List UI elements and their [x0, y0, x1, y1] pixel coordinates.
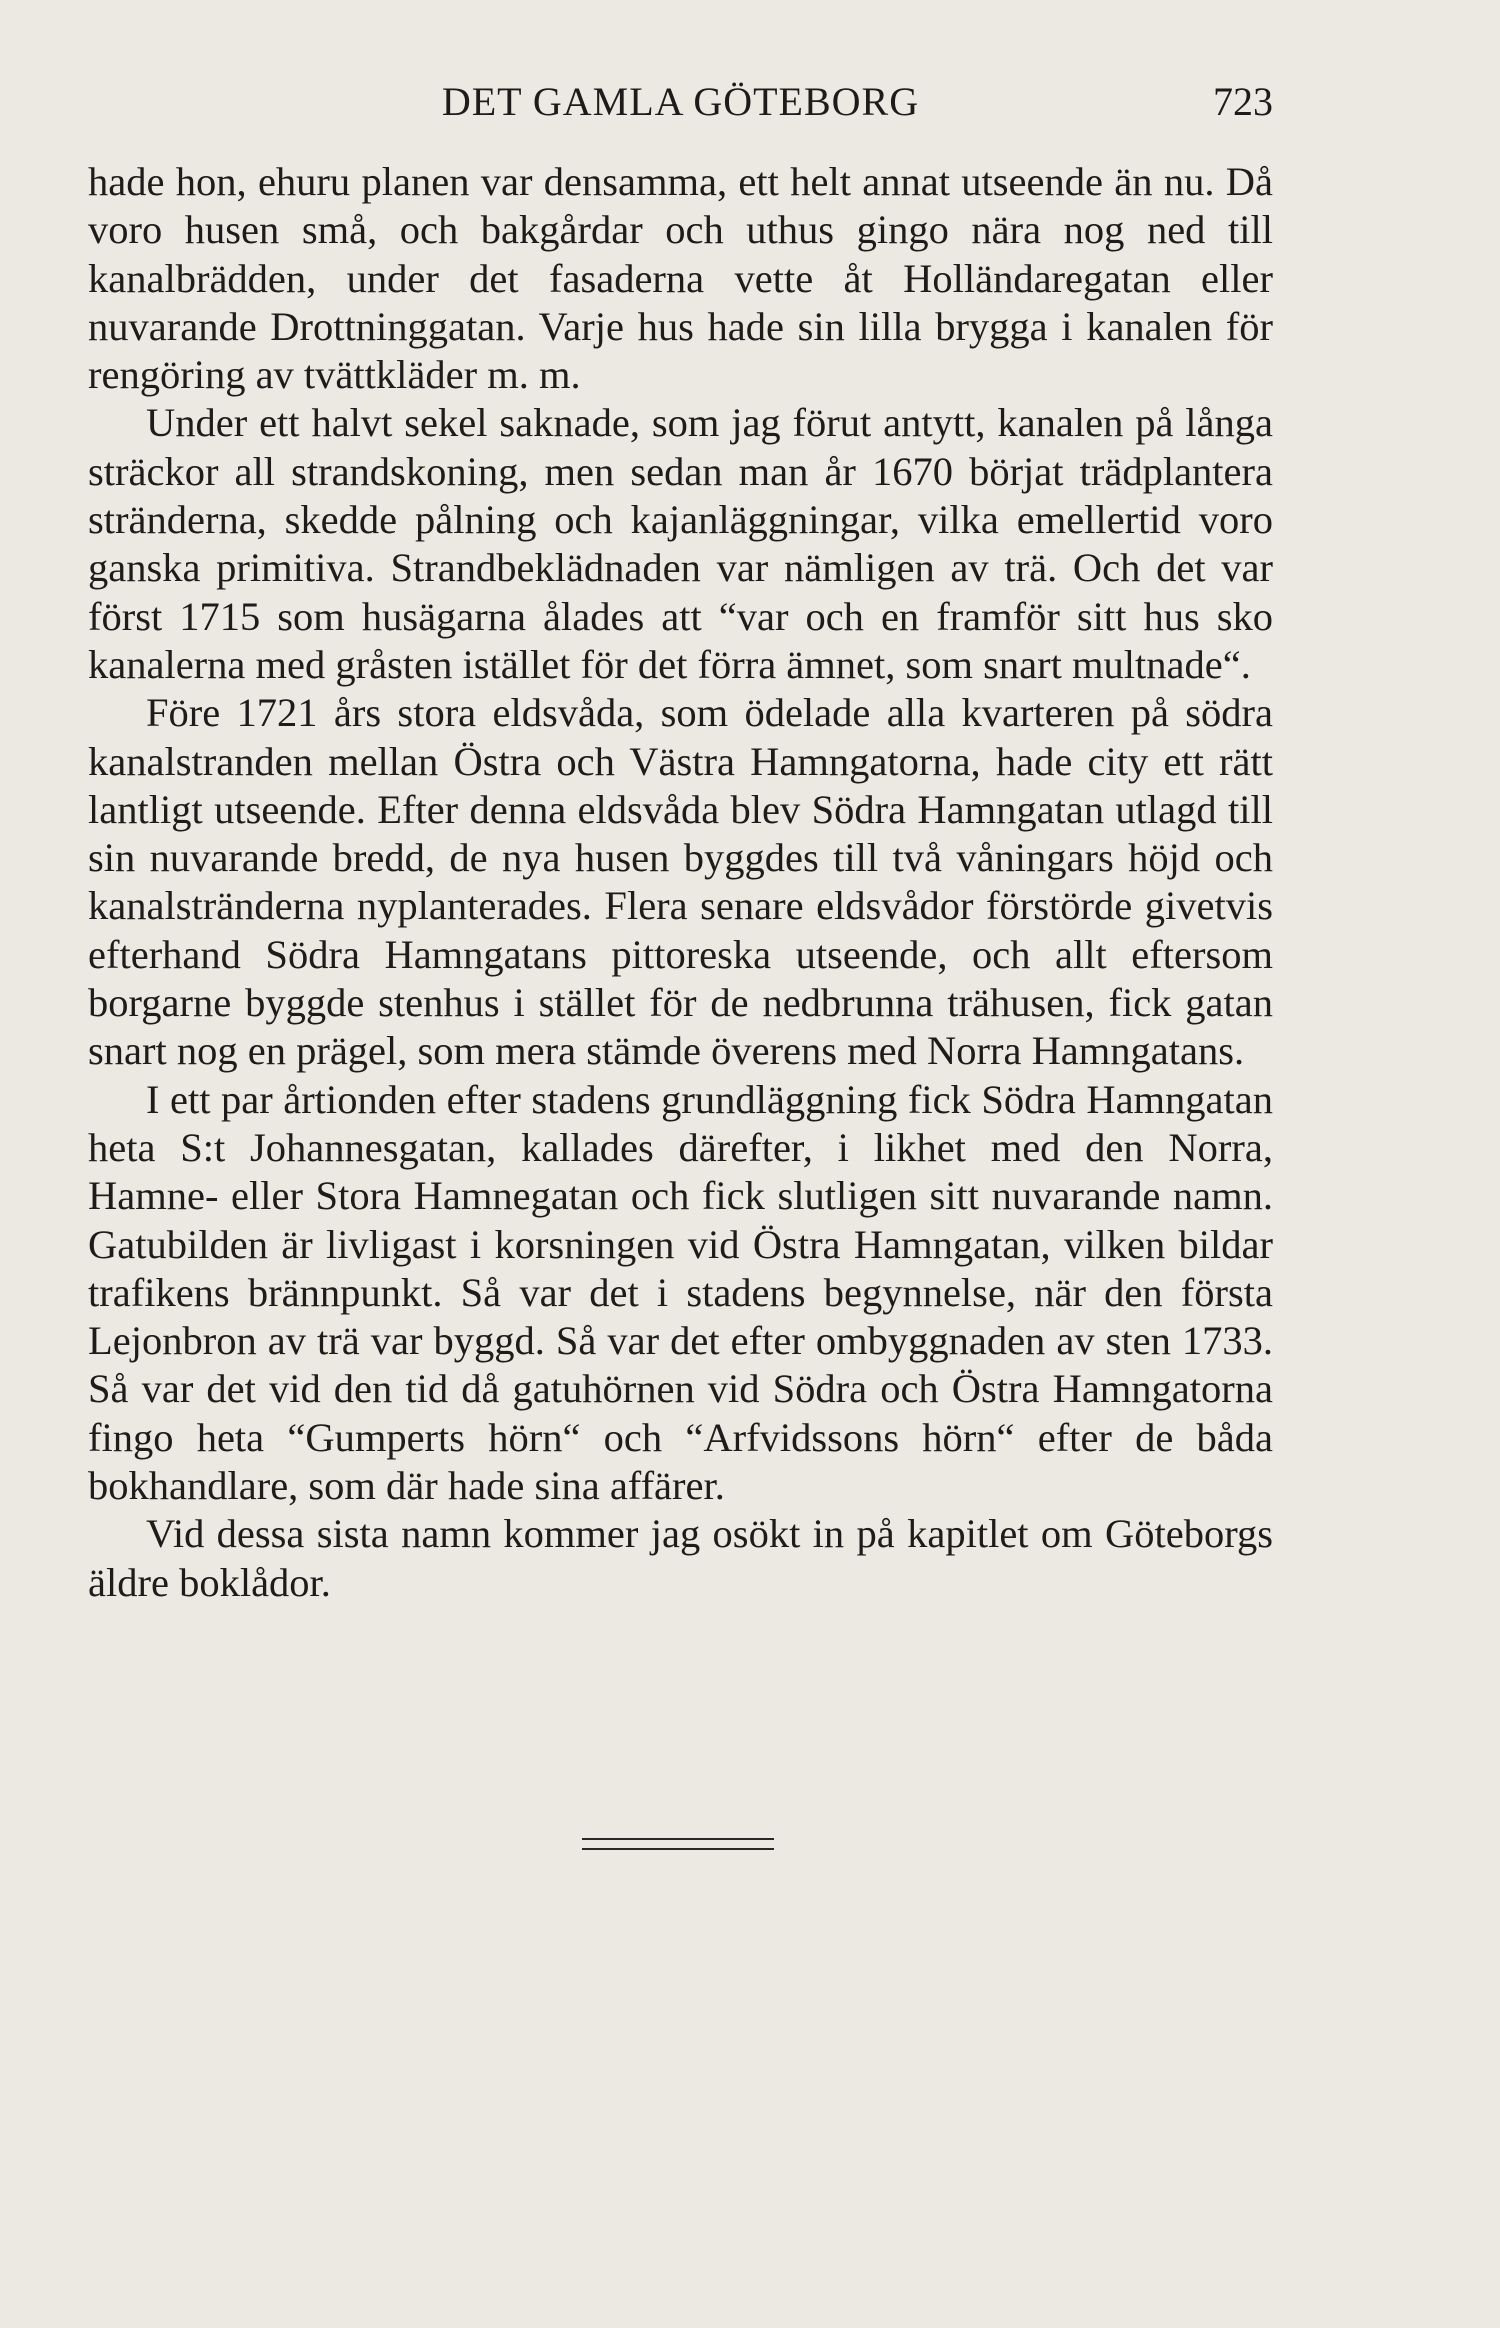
section-end-rule-bottom: [582, 1848, 774, 1850]
paragraph-3: Före 1721 års stora eldsvåda, som ödelade alla kvarteren på södra kanalstranden mellan Östra och Västra Hamngatorna, hade city ett rätt lantligt utseende. Efter denna eldsvåda blev Södra Hamngatan utlagd till sin nuvarande bredd, de nya husen byggdes till två våningars höjd och kanalstränderna nyplanterades. Flera senare eldsvådor förstörde givetvis efterhand Södra Hamngatans pittoreska utseende, och allt eftersom borgarne byggde stenhus i stället för de nedbrunna trähusen, fick gatan snart nog en prägel, som mera stämde överens med Norra Hamngatans.: [88, 690, 1273, 1074]
section-end-rule-top: [582, 1838, 774, 1840]
page-number: 723: [1213, 79, 1273, 124]
body-text: [88, 158, 1273, 1607]
running-head: [88, 72, 1273, 132]
paragraph-1: hade hon, ehuru planen var densamma, ett helt annat utseende än nu. Då voro husen små, och bakgårdar och uthus gingo nära nog ned till kanalbrädden, under det fasaderna vette åt Holländaregatan eller nuvarande Drottninggatan. Varje hus hade sin lilla brygga i kanalen för rengöring av tvättkläder m. m.: [88, 159, 1273, 398]
running-title: DET GAMLA GÖTEBORG: [441, 79, 920, 124]
paragraph-4: I ett par årtionden efter stadens grundläggning fick Södra Hamngatan heta S:t Johannesgatan, kallades därefter, i likhet med den Norra, Hamne- eller Stora Hamnegatan och fick slutligen sitt nuvarande namn. Gatubilden är livligast i korsningen vid Östra Hamngatan, vilken bildar trafikens brännpunkt. Så var det i stadens begynnelse, när den första Lejonbron av trä var byggd. Så var det efter ombyggnaden av sten 1733. Så var det vid den tid då gatuhörnen vid Södra och Östra Hamngatorna fingo heta “Gumperts hörn“ och “Arfvidssons hörn“ efter de båda bokhandlare, som där hade sina affärer.: [88, 1076, 1273, 1509]
paragraph-5: Vid dessa sista namn kommer jag osökt in på kapitlet om Göteborgs äldre boklådor.: [88, 1511, 1273, 1605]
paragraph-2: Under ett halvt sekel saknade, som jag förut antytt, kanalen på långa sträckor all strandskoning, men sedan man år 1670 börjat trädplantera stränderna, skedde pålning och kajanläggningar, vilka emellertid voro ganska primitiva. Strandbeklädnaden var nämligen av trä. Och det var först 1715 som husägarna ålades att “var och en framför sitt hus sko kanalerna med gråsten istället för det förra ämnet, som snart multnade“.: [88, 400, 1273, 687]
